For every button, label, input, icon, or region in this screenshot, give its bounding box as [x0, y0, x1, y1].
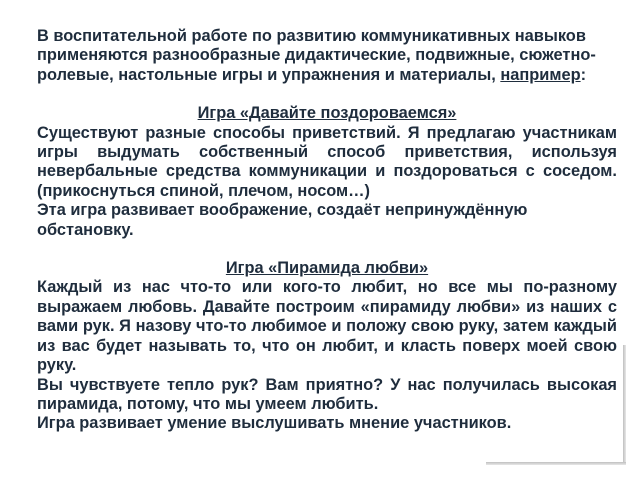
intro-paragraph — [37, 27, 617, 85]
game1-paragraph: Существуют разные способы приветствий. Я предлагаю участникам игры выдумать собственный способ приветствия, используя невербальные средства коммуникации и поздороваться с соседом. (прикоснуться спиной, плечом, носом…) — [37, 123, 617, 200]
game2-question: Вы чувствуете тепло рук? Вам приятно? У нас получилась высокая пирамида, потому, что мы умеем любить. — [37, 375, 617, 413]
spacer — [37, 85, 617, 104]
frame-shadow-bottom — [486, 462, 626, 465]
frame-shadow-right — [623, 345, 626, 463]
game2-title: Игра «Пирамида любви» — [225, 259, 429, 278]
game1-title: Игра «Давайте поздороваемся» — [197, 104, 457, 123]
intro-suffix: : — [580, 65, 587, 84]
game2-summary: Игра развивает умение выслушивать мнение участников. — [37, 414, 512, 433]
example-link[interactable]: например — [500, 65, 581, 84]
intro-text: В воспитательной работе по развитию коммуникативных навыков применяются разнообразные дидактические, подвижные, сюжетно-ролевые, настольные игры и упражнения и материалы, — [37, 27, 596, 84]
spacer — [37, 240, 617, 259]
game2-paragraph: Каждый из нас что-то или кого-то любит, но все мы по-разному выражаем любовь. Давайте построим «пирамиду любви» из наших с вами рук. Я назову что-то любимое и положу свою руку, затем каждый из вас будет называть то, что он любит, и класть поверх моей свою руку. — [37, 278, 617, 375]
slide-content — [37, 27, 617, 434]
game1-summary: Эта игра развивает воображение, создаёт непринуждённую обстановку. — [37, 201, 528, 239]
